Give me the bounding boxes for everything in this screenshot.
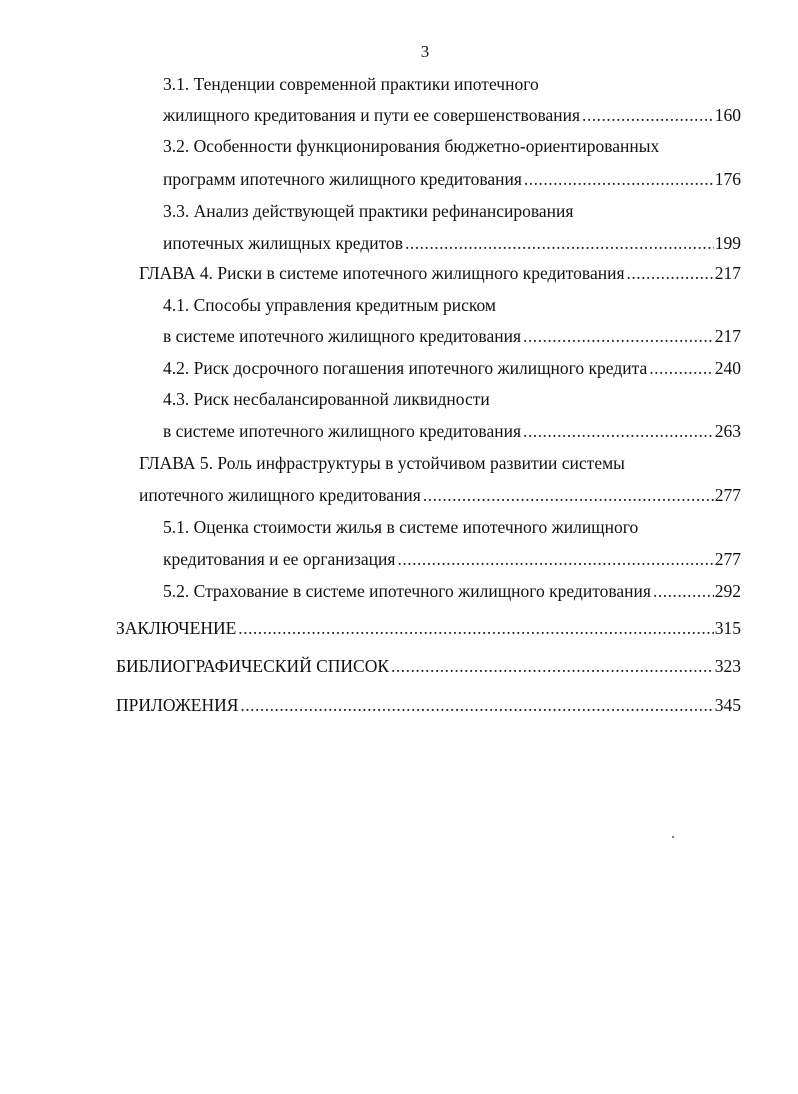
toc-entry-3-1-line-2[interactable] [163, 101, 741, 129]
toc-entry-chapter-4[interactable] [139, 259, 741, 287]
toc-entry-4-3-line-2[interactable] [163, 417, 741, 445]
toc-entry-text: ипотечного жилищного кредитования [139, 485, 421, 505]
toc-entry-5-1-line-1 [163, 513, 740, 541]
scan-speck [672, 836, 674, 838]
toc-page-number: 217 [714, 263, 741, 283]
toc-entry-3-2-line-1 [163, 132, 740, 160]
toc-page-number: 292 [714, 581, 741, 601]
toc-entry-text: 5.1. Оценка стоимости жилья в системе ипотечного жилищного [163, 517, 639, 537]
toc-entry-chapter-5-line-1 [139, 449, 740, 477]
dot-leader [653, 577, 714, 605]
toc-entry-4-1-line-1 [163, 291, 740, 319]
toc-entry-text: ГЛАВА 4. Риски в системе ипотечного жилищного кредитования [139, 263, 625, 283]
toc-entry-text: программ ипотечного жилищного кредитования [163, 169, 522, 189]
toc-page-number: 263 [714, 421, 741, 441]
dot-leader [523, 417, 714, 445]
toc-entry-conclusion[interactable] [116, 614, 741, 642]
toc-page-number: 315 [714, 618, 741, 638]
toc-entry-3-3-line-1 [163, 197, 740, 225]
toc-entry-text: 3.1. Тенденции современной практики ипотечного [163, 74, 539, 94]
toc-entry-text: ипотечных жилищных кредитов [163, 233, 404, 253]
toc-entry-3-3-line-2[interactable] [163, 229, 741, 257]
toc-entry-text: 3.3. Анализ действующей практики рефинансирования [163, 201, 574, 221]
dot-leader [582, 101, 714, 129]
toc-entry-text: 3.2. Особенности функционирования бюджетно-ориентированных [163, 136, 660, 156]
toc-page-number: 277 [714, 549, 741, 569]
toc-entry-text: ПРИЛОЖЕНИЯ [116, 695, 239, 715]
dot-leader [240, 691, 713, 719]
toc-entry-text: ЗАКЛЮЧЕНИЕ [116, 618, 237, 638]
toc-entry-text: в системе ипотечного жилищного кредитования [163, 421, 521, 441]
toc-entry-text: 5.2. Страхование в системе ипотечного жилищного кредитования [163, 581, 651, 601]
dot-leader [238, 614, 713, 642]
toc-entry-text: в системе ипотечного жилищного кредитования [163, 326, 521, 346]
toc-page-number: 240 [714, 358, 741, 378]
dot-leader [397, 545, 713, 573]
toc-entry-4-1-line-2[interactable] [163, 322, 741, 350]
toc-page-number: 199 [714, 233, 741, 253]
toc-entry-5-1-line-2[interactable] [163, 545, 741, 573]
dot-leader [523, 322, 714, 350]
dot-leader [423, 481, 714, 509]
dot-leader [524, 165, 714, 193]
toc-entry-text: 4.1. Способы управления кредитным риском [163, 295, 496, 315]
toc-entry-text: жилищного кредитования и пути ее совершенствования [163, 105, 581, 125]
toc-entry-text: кредитования и ее организация [163, 549, 396, 569]
toc-entry-5-2[interactable] [163, 577, 741, 605]
toc-entry-text: БИБЛИОГРАФИЧЕСКИЙ СПИСОК [116, 656, 390, 676]
toc-entry-text: 4.2. Риск досрочного погашения ипотечного жилищного кредита [163, 358, 648, 378]
toc-page-number: 277 [714, 485, 741, 505]
toc-page-number: 160 [714, 105, 741, 125]
toc-entry-3-2-line-2[interactable] [163, 165, 741, 193]
toc-page-number: 217 [714, 326, 741, 346]
toc-entry-4-3-line-1 [163, 385, 740, 413]
toc-page-number: 323 [714, 656, 741, 676]
dot-leader [649, 354, 714, 382]
toc-page-number: 176 [714, 169, 741, 189]
toc-entry-3-1-line-1 [163, 70, 740, 98]
toc-entry-4-2[interactable] [163, 354, 741, 382]
toc-entry-appendices[interactable] [116, 691, 741, 719]
toc-page-number: 345 [714, 695, 741, 715]
dot-leader [405, 229, 714, 257]
toc-entry-bibliography[interactable] [116, 652, 741, 680]
toc-entry-text: 4.3. Риск несбалансированной ликвидности [163, 389, 490, 409]
dot-leader [391, 652, 714, 680]
toc-entry-chapter-5-line-2[interactable] [139, 481, 741, 509]
toc-entry-text: ГЛАВА 5. Роль инфраструктуры в устойчивом развитии системы [139, 453, 625, 473]
dot-leader [627, 259, 714, 287]
page-number: 3 [420, 42, 430, 61]
